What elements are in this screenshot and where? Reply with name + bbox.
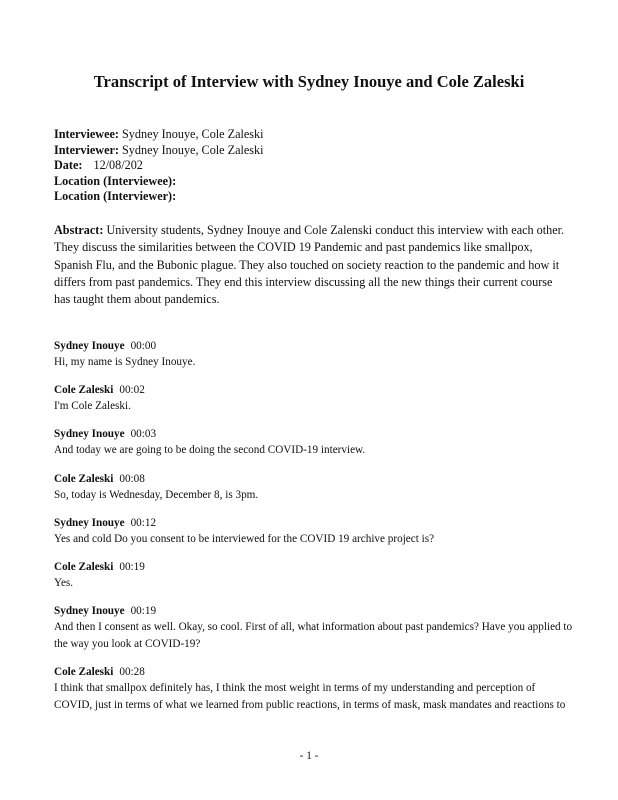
timestamp: 00:19	[119, 560, 145, 573]
location-interviewer-row	[54, 189, 264, 205]
speaker-line	[54, 339, 574, 354]
timestamp: 00:28	[119, 666, 145, 679]
interviewer-value: Sydney Inouye, Cole Zaleski	[122, 142, 264, 157]
interviewee-label: Interviewee:	[54, 127, 119, 141]
speaker-name: Sydney Inouye	[54, 516, 125, 529]
speaker-name: Cole Zaleski	[54, 666, 114, 679]
speaker-line	[54, 427, 574, 442]
page-number: - 1 -	[299, 750, 319, 762]
location-interviewee-row	[54, 174, 264, 190]
timestamp: 00:00	[130, 340, 157, 352]
timestamp: 00:03	[130, 428, 157, 441]
interviewee-value: Sydney Inouye, Cole Zaleski	[122, 127, 264, 141]
date-value: 12/08/202	[93, 158, 143, 172]
document-title: Transcript of Interview with Sydney Inouye and Cole Zaleski	[93, 72, 525, 91]
utterance-text: I'm Cole Zaleski.	[54, 400, 131, 413]
timestamp: 00:08	[119, 472, 145, 485]
abstract-text: University students, Sydney Inouye and Cole Zalenski conduct this interview with each other. They discuss the similarities between the COVID 19 Pandemic and past pandemics like smallpox, Spanish Flu, and the Bubonic plague. They also touched on society reaction to the pandemic and how it differs from past pandemics. They end this interview discussing all the new things their current course has taught them about pandemics.	[54, 223, 565, 307]
utterance-text: And today we are going to be doing the second COVID-19 interview.	[54, 444, 366, 457]
speaker-name: Cole Zaleski	[54, 560, 114, 573]
location-interviewee-label: Location (Interviewee):	[54, 173, 177, 188]
abstract	[54, 222, 570, 308]
speaker-line	[54, 383, 574, 398]
utterance-text: I think that smallpox definitely has, I think the most weight in terms of my understanding and perception of COVID, just in terms of what we learned from public reactions, in terms of mask, mask mandates and reactions to	[54, 682, 566, 712]
speaker-line	[54, 472, 574, 487]
transcript-entry	[54, 516, 574, 548]
transcript-entry	[54, 339, 574, 371]
interviewer-label: Interviewer:	[54, 142, 119, 157]
transcript	[54, 339, 574, 727]
speaker-line	[54, 560, 574, 575]
interviewer-row	[54, 143, 264, 159]
abstract-label: Abstract:	[54, 223, 104, 237]
utterance-text: So, today is Wednesday, December 8, is 3pm.	[54, 488, 259, 501]
speaker-line	[54, 604, 574, 619]
transcript-entry	[54, 604, 574, 653]
speaker-line	[54, 516, 574, 531]
speaker-line	[54, 665, 574, 680]
interview-metadata	[54, 127, 264, 205]
utterance-text: Hi, my name is Sydney Inouye.	[54, 356, 196, 368]
transcript-entry	[54, 665, 574, 714]
timestamp: 00:19	[130, 605, 157, 618]
utterance-text: Yes and cold Do you consent to be interviewed for the COVID 19 archive project is?	[54, 532, 435, 545]
date-label: Date:	[54, 158, 83, 172]
interviewee-row	[54, 127, 264, 143]
timestamp: 00:12	[130, 516, 157, 529]
speaker-name: Sydney Inouye	[54, 340, 125, 352]
utterance-text: Yes.	[54, 576, 74, 589]
speaker-name: Cole Zaleski	[54, 384, 114, 397]
timestamp: 00:02	[119, 384, 145, 397]
date-row	[54, 158, 264, 174]
transcript-entry	[54, 560, 574, 592]
transcript-entry	[54, 472, 574, 504]
speaker-name: Cole Zaleski	[54, 472, 114, 485]
utterance-text: And then I consent as well. Okay, so cool. First of all, what information about past pandemics? Have you applied to the way you look at COVID-19?	[54, 621, 573, 651]
location-interviewer-label: Location (Interviewer):	[54, 189, 177, 203]
transcript-entry	[54, 427, 574, 459]
speaker-name: Sydney Inouye	[54, 428, 125, 441]
speaker-name: Sydney Inouye	[54, 605, 125, 618]
transcript-entry	[54, 383, 574, 415]
